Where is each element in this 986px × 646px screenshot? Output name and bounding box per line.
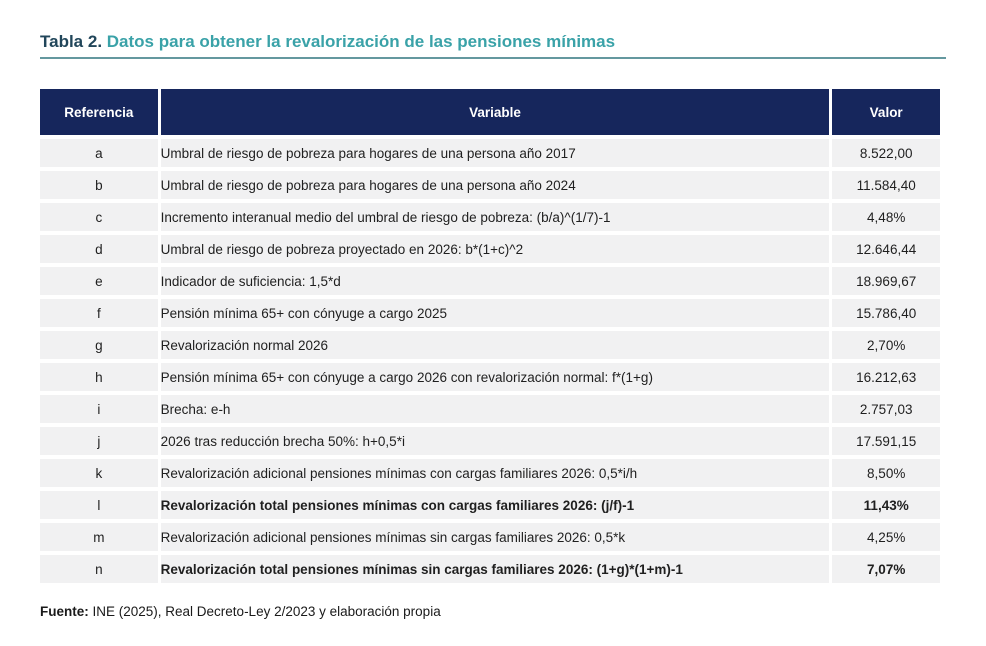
table-row-a — [40, 139, 940, 167]
source-note — [40, 604, 946, 619]
column-header-variable: Variable — [161, 89, 830, 135]
table-row-n — [40, 555, 940, 583]
row-ref: a — [40, 139, 158, 167]
row-ref: k — [40, 459, 158, 487]
table-caption-text: Datos para obtener la revalorización de las pensiones mínimas — [106, 32, 616, 51]
row-variable: Pensión mínima 65+ con cónyuge a cargo 2025 — [161, 299, 830, 327]
row-value: 18.969,67 — [832, 267, 940, 295]
table-row-l — [40, 491, 940, 519]
column-header-valor: Valor — [832, 89, 940, 135]
row-variable: Revalorización total pensiones mínimas con cargas familiares 2026: (j/f)-1 — [161, 491, 830, 519]
row-variable: Brecha: e-h — [161, 395, 830, 423]
row-variable: Umbral de riesgo de pobreza para hogares de una persona año 2024 — [161, 171, 830, 199]
table-caption — [40, 31, 946, 53]
row-value: 11.584,40 — [832, 171, 940, 199]
row-value: 7,07% — [832, 555, 940, 583]
row-value: 4,48% — [832, 203, 940, 231]
source-text: INE (2025), Real Decreto-Ley 2/2023 y elaboración propia — [88, 604, 441, 619]
header-row — [40, 89, 940, 135]
row-value: 11,43% — [832, 491, 940, 519]
row-value: 2,70% — [832, 331, 940, 359]
table-row-k — [40, 459, 940, 487]
column-header-referencia: Referencia — [40, 89, 158, 135]
source-label: Fuente: — [40, 604, 89, 619]
row-value: 15.786,40 — [832, 299, 940, 327]
table-row-e — [40, 267, 940, 295]
row-variable: Incremento interanual medio del umbral de riesgo de pobreza: (b/a)^(1/7)-1 — [161, 203, 830, 231]
row-variable: 2026 tras reducción brecha 50%: h+0,5*i — [161, 427, 830, 455]
row-ref: l — [40, 491, 158, 519]
row-ref: n — [40, 555, 158, 583]
row-value: 4,25% — [832, 523, 940, 551]
row-ref: c — [40, 203, 158, 231]
row-value: 16.212,63 — [832, 363, 940, 391]
row-variable: Revalorización adicional pensiones mínimas con cargas familiares 2026: 0,5*i/h — [161, 459, 830, 487]
row-value: 8,50% — [832, 459, 940, 487]
row-value: 17.591,15 — [832, 427, 940, 455]
row-value: 2.757,03 — [832, 395, 940, 423]
table-row-b — [40, 171, 940, 199]
row-ref: b — [40, 171, 158, 199]
row-ref: e — [40, 267, 158, 295]
row-ref: h — [40, 363, 158, 391]
table-row-m — [40, 523, 940, 551]
table-row-d — [40, 235, 940, 263]
row-value: 8.522,00 — [832, 139, 940, 167]
row-ref: i — [40, 395, 158, 423]
table-row-j — [40, 427, 940, 455]
row-variable: Pensión mínima 65+ con cónyuge a cargo 2026 con revalorización normal: f*(1+g) — [161, 363, 830, 391]
row-ref: j — [40, 427, 158, 455]
row-ref: d — [40, 235, 158, 263]
row-variable: Umbral de riesgo de pobreza para hogares de una persona año 2017 — [161, 139, 830, 167]
table-row-h — [40, 363, 940, 391]
row-variable: Revalorización normal 2026 — [161, 331, 830, 359]
title-rule — [40, 57, 946, 59]
row-variable: Umbral de riesgo de pobreza proyectado en 2026: b*(1+c)^2 — [161, 235, 830, 263]
table-caption-number: Tabla 2. — [40, 32, 103, 51]
row-variable: Revalorización total pensiones mínimas sin cargas familiares 2026: (1+g)*(1+m)-1 — [161, 555, 830, 583]
data-table — [37, 85, 943, 587]
page — [40, 0, 946, 619]
table-row-i — [40, 395, 940, 423]
table-row-g — [40, 331, 940, 359]
table-row-f — [40, 299, 940, 327]
row-variable: Revalorización adicional pensiones mínimas sin cargas familiares 2026: 0,5*k — [161, 523, 830, 551]
row-ref: f — [40, 299, 158, 327]
row-variable: Indicador de suficiencia: 1,5*d — [161, 267, 830, 295]
table-row-c — [40, 203, 940, 231]
row-ref: m — [40, 523, 158, 551]
row-ref: g — [40, 331, 158, 359]
row-value: 12.646,44 — [832, 235, 940, 263]
